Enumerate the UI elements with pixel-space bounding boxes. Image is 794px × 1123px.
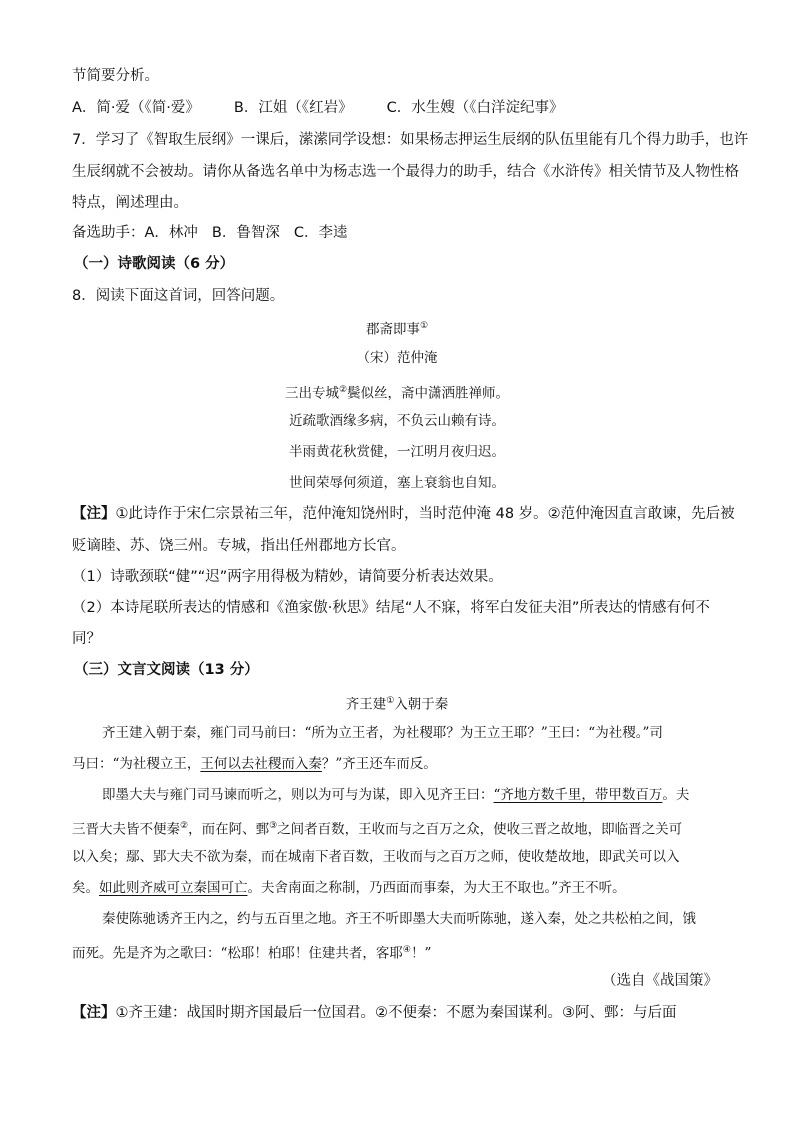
q7-candidate-a: A．林冲 [144,225,198,241]
wenyan-p2-line-1-post: 。夫 [662,787,690,803]
poem-title-note-marker: ① [419,321,429,331]
q8-sub-2-line-1: （2）本诗尾联所表达的情感和《渔家傲·秋思》结尾“人不寐，将军白发征夫泪”所表达的情感有何不 [72,600,710,616]
wenyan-source: （选自《战国策》 [602,973,718,989]
wenyan-p2-line-2-mid: ，而在阿、鄄 [188,821,270,838]
poem-line-1-note: ② [338,385,348,395]
wenyan-title-note: ① [386,696,395,706]
q8-sub-1: （1）诗歌颈联“健”“迟”两字用得极为精妙，请简要分析表达效果。 [72,569,503,585]
q6-option-b: B．江姐（《红岩》 [233,100,353,116]
wenyan-note-marker-2: ② [180,821,189,831]
poem-title-text: 郡斋即事 [365,321,420,338]
wenyan-p2-line-4-post: 。夫舍南面之称制，乃西面而事秦，为大王不取也。”齐王不听。 [247,880,626,896]
wenyan-p2-line-3: 以入矣；鄢、郢大夫不欲为秦，而在城南下者百数，王收而与之百万之师，使收楚故地，即武关可以入 [72,849,680,865]
wenyan-title [0,691,794,715]
q6-option-a: A．简·爱（《简·爱》 [72,100,200,116]
wenyan-note-label: 【注】 [72,1005,116,1021]
wenyan-title-b: 入朝于秦 [394,696,449,713]
poem-line-3: 半雨黄花秋赏健，一江明月夜归迟。 [289,444,505,460]
poem-title [0,316,794,340]
poem-line-1-a: 三出专城 [284,385,339,402]
wenyan-p1-line-1: 齐王建入朝于秦，雍门司马前曰：“所为立王者，为社稷耶？为王立王耶？”王曰：“为社稷。”司 [102,725,663,741]
poem-author: （宋）范仲淹 [356,350,438,366]
poem-note-label: 【注】 [72,506,116,522]
q7-candidates [72,223,348,243]
wenyan-p1-line-2 [72,754,437,774]
q7-line-3: 特点，阐述理由。 [72,195,188,211]
poem-line-1-b: 鬓似丝，斋中潇洒胜禅师。 [347,385,510,402]
poem-line-4: 世间荣辱何须道，塞上衰翁也自知。 [289,475,505,491]
wenyan-p3-line-2 [72,940,431,964]
q7-candidate-b: B．鲁智深 [211,225,280,241]
q7-line-1: 7．学习了《智取生辰纲》一课后，潆潆同学设想：如果杨志押运生辰纲的队伍里能有几个得力助手，也许 [72,132,749,148]
wenyan-note-marker-4: ④ [402,945,411,955]
wenyan-p2-line-4 [72,878,626,898]
wenyan-p2-line-1 [102,785,689,805]
wenyan-title-a: 齐王建 [345,696,387,713]
wenyan-note-text: ①齐王建：战国时期齐国最后一位国君。②不便秦：不愿为秦国谋利。③阿、鄄：与后面 [115,1005,677,1021]
poem-line-2: 近疏歌酒缘多病，不负云山赖有诗。 [289,413,505,429]
poem-note-1-text: ①此诗作于宋仁宗景祐三年，范仲淹知饶州时，当时范仲淹 48 岁。②范仲淹因直言敢谏，先后被 [115,506,735,522]
wenyan-p2-line-2 [72,816,682,840]
poem-note-2: 贬谪睦、苏、饶三州。专城，指出任州郡地方长官。 [72,538,406,554]
section-heading-poem: （一）诗歌阅读（6 分） [74,256,235,272]
wenyan-p3-line-2-post: ！” [410,945,432,962]
q8-intro: 8．阅读下面这首词，回答问题。 [72,288,285,304]
poem-note-1 [72,504,735,524]
wenyan-p1-underlined: 王何以去社稷而入秦 [200,756,322,772]
q8-sub-2-line-2: 同？ [72,631,101,647]
wenyan-p2-underlined-2: 如此则齐威可立秦国可亡 [99,880,248,896]
wenyan-p3-line-1: 秦使陈驰诱齐王内之，约与五百里之地。齐王不听即墨大夫而听陈驰，遂入秦，处之共松柏之间，饿 [102,911,696,927]
wenyan-p2-line-2-pre: 三晋大夫皆不便秦 [72,821,180,838]
section-heading-wenyan: （三）文言文阅读（13 分） [74,662,259,678]
wenyan-note [72,1003,677,1023]
wenyan-p2-line-4-pre: 矣。 [72,880,99,896]
wenyan-p3-line-2-pre: 而死。先是齐为之歌曰：“松耶！柏耶！住建共者，客耶 [72,945,403,962]
q7-candidate-c: C．李逵 [293,225,348,241]
q7-candidate-label: 备选助手： [72,225,145,241]
q6-options [72,98,563,118]
wenyan-p2-line-2-post: 之间者百数，王收而与之百万之众，使收三晋之故地，即临晋之关可 [277,821,683,838]
wenyan-p1-line-2-pre: 马曰：“为社稷立王， [72,756,201,772]
wenyan-p2-line-1-pre: 即墨大夫与雍门司马谏而听之，则以为可与为谋，即入见齐王曰： [102,787,494,803]
q6-continuation: 节简要分析。 [72,68,159,84]
wenyan-note-marker-3: ③ [269,821,278,831]
q6-option-c: C．水生嫂（《白洋淀纪事》 [386,100,564,116]
wenyan-p1-line-2-post: ？”齐王还车而反。 [321,756,437,772]
poem-line-1 [0,380,794,404]
wenyan-p2-underlined-1: “齐地方数千里，带甲数百万 [493,787,663,803]
q7-line-2: 生辰纲就不会被劫。请你从备选名单中为杨志选一个最得力的助手，结合《水浒传》相关情节及人物性格 [72,164,739,180]
